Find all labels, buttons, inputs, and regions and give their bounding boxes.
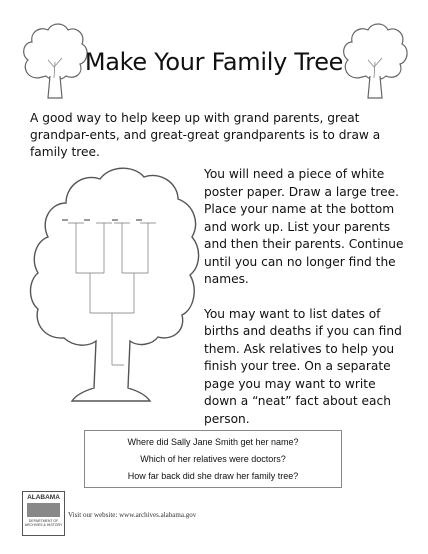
question-1: Where did Sally Jane Smith get her name?	[127, 437, 299, 447]
question-2: Which of her relatives were doctors?	[140, 454, 286, 464]
instructions-paragraph-1: You will need a piece of white poster paper. Draw a large tree. Place your name at the bottom and work up. List your parents and then their parents. Continue until you can no longer find the names.	[204, 167, 404, 286]
logo-top-text: ALABAMA	[27, 494, 60, 501]
questions-box	[84, 430, 342, 488]
intro-paragraph: A good way to help keep up with grand parents, great grandpar-ents, and great-great grandparents is to draw a family tree.	[30, 111, 381, 159]
family-tree-illustration	[26, 163, 202, 408]
archives-logo	[22, 491, 65, 536]
instructions-paragraph-2: You may want to list dates of births and deaths if you can find them. Ask relatives to help you finish your tree. On a separate page you may want to write down a “neat” fact about each person.	[204, 306, 402, 426]
instructions	[204, 166, 404, 445]
question-3: How far back did she draw her family tree?	[127, 471, 299, 481]
website-link[interactable]: Visit our website: www.archives.alabama.gov	[68, 511, 197, 519]
logo-bottom-text: DEPARTMENT OF ARCHIVES & HISTORY	[24, 519, 63, 527]
page-title: Make Your Family Tree	[84, 48, 344, 76]
logo-building-icon	[27, 503, 60, 517]
